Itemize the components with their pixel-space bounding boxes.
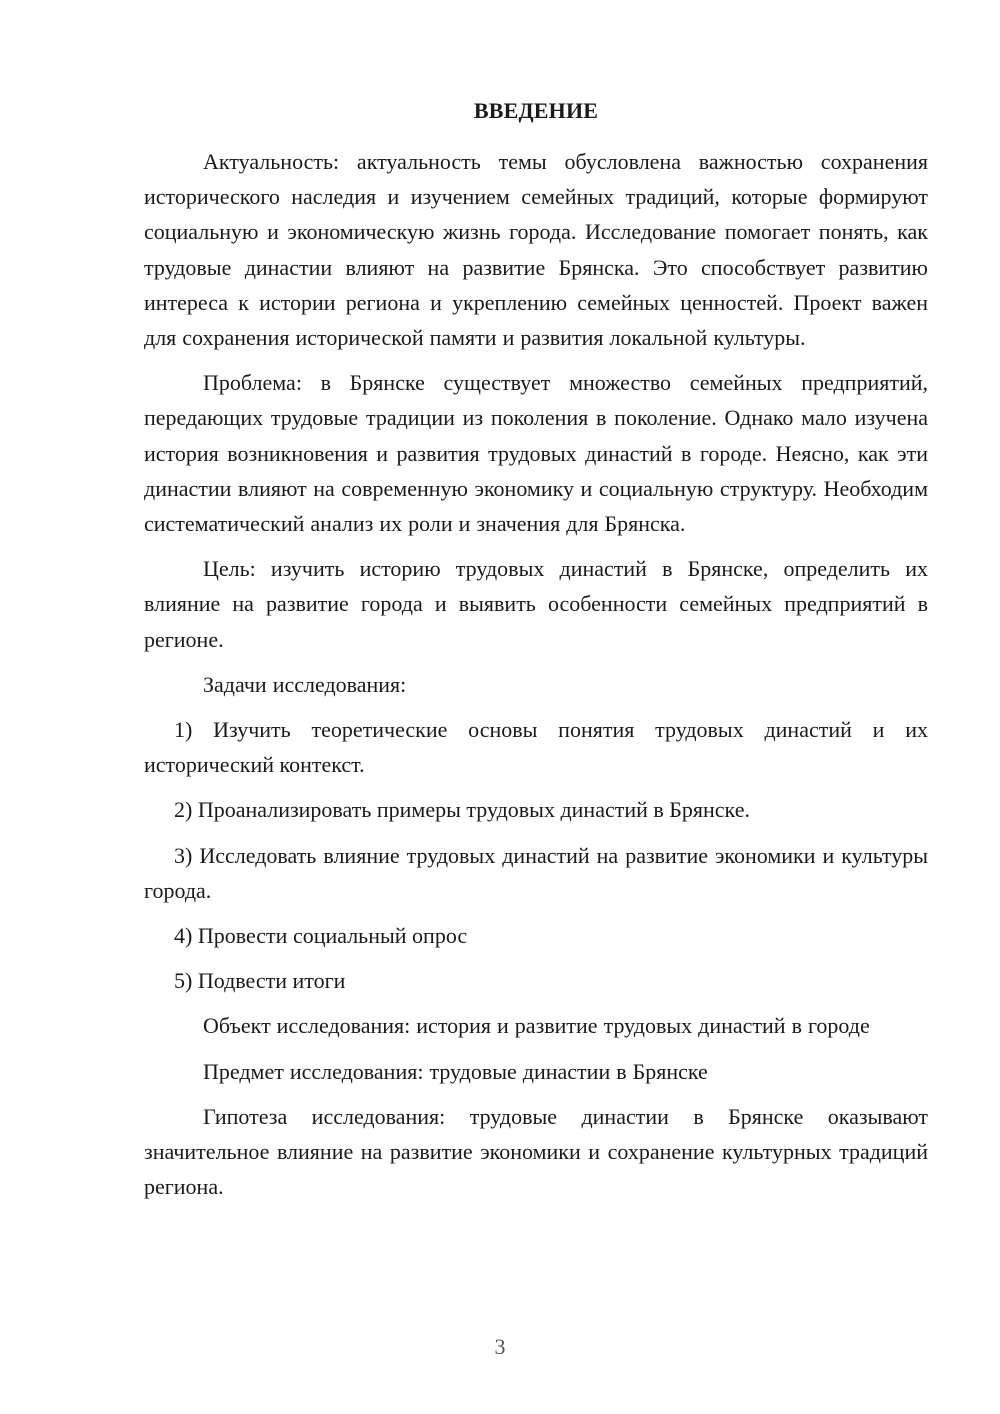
paragraph-problem: Проблема: в Брянске существует множество семейных предприятий, передающих трудовые традиции из поколения в поколение. Однако мало изучена история возникновения и развития трудовых династий в городе. Неясно, как эти династии влияют на современную экономику и социальную структуру. Необходим систематический анализ их роли и значения для Брянска. (144, 370, 928, 537)
page-content (144, 96, 928, 1214)
task-item-1: 1) Изучить теоретические основы понятия трудовых династий и их исторический контекст. (144, 717, 928, 778)
paragraph-goal: Цель: изучить историю трудовых династий в Брянске, определить их влияние на развитие города и выявить особенности семейных предприятий в регионе. (144, 556, 928, 652)
section-title: ВВЕДЕНИЕ (473, 98, 599, 123)
page-number: 3 (494, 1334, 506, 1359)
paragraph-hypothesis: Гипотеза исследования: трудовые династии в Брянске оказывают значительное влияние на развитие экономики и сохранение культурных традиций региона. (144, 1103, 928, 1200)
task-item-5: 5) Подвести итоги (174, 968, 346, 994)
task-item-3: 3) Исследовать влияние трудовых династий на развитие экономики и культуры города. (144, 842, 928, 903)
tasks-heading: Задачи исследования: (203, 671, 407, 697)
task-item-4: 4) Провести социальный опрос (174, 923, 468, 949)
paragraph-subject: Предмет исследования: трудовые династии в Брянске (203, 1058, 708, 1084)
task-item-2: 2) Проанализировать примеры трудовых династий в Брянске. (174, 797, 750, 823)
paragraph-relevance: Актуальность: актуальность темы обусловлена важностью сохранения исторического наследия и изучением семейных традиций, которые формируют социальную и экономическую жизнь города. Исследование помогает понять, как трудовые династии влияют на развитие Брянска. Это способствует развитию интереса к истории региона и укреплению семейных ценностей. Проект важен для сохранения исторической памяти и развития локальной культуры. (144, 149, 928, 351)
paragraph-object: Объект исследования: история и развитие трудовых династий в городе (203, 1013, 870, 1039)
